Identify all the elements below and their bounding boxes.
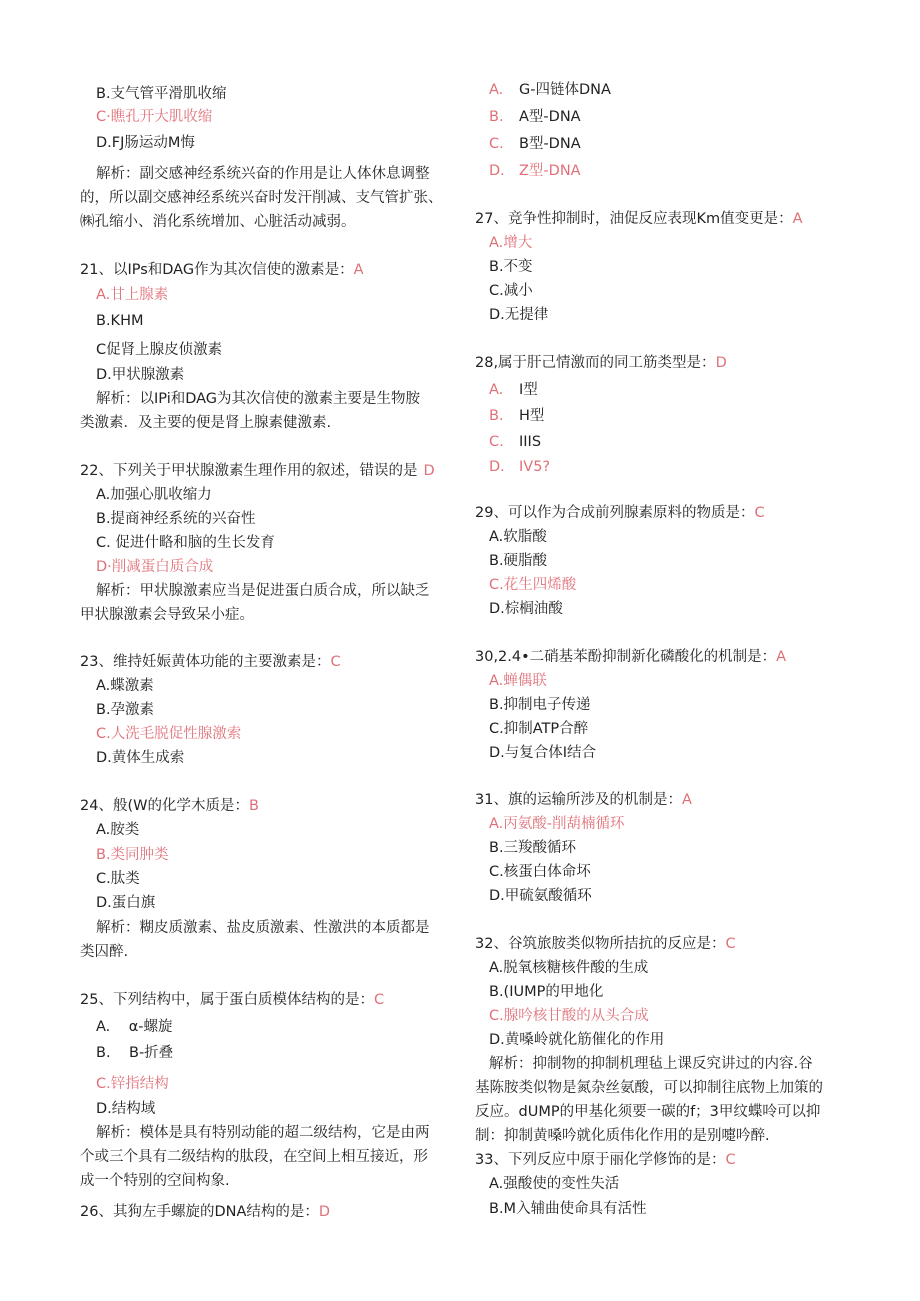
q26-option-b-text: A型-DNA bbox=[519, 109, 581, 125]
q25-option-c: C.锌指结构 bbox=[96, 1076, 169, 1092]
q24-option-d: D.蛋白旗 bbox=[96, 895, 156, 911]
q25-option-a: A. α-螺旋 bbox=[96, 1019, 173, 1035]
q26-option-c-letter: C. bbox=[489, 136, 504, 152]
q26-stem: 26、其狗左手螺旋的DNA结构的是：D bbox=[80, 1204, 331, 1220]
q21-stem: 21、以IPs和DAG作为其次信使的激素是：A bbox=[80, 262, 364, 278]
q33-option-a: A.强酸使的变性失活 bbox=[489, 1176, 620, 1192]
q21-explain-line: 类激素．及主要的便是肾上腺素健激素. bbox=[80, 415, 332, 431]
q25-explain-line: 解析：模体是具有特别动能的超二级结构，它是由两 bbox=[96, 1125, 430, 1141]
q30-option-a: A.蝉偶联 bbox=[489, 673, 547, 689]
q22-answer: D bbox=[423, 463, 435, 479]
q20-option-d: D.FJ肠运动M悔 bbox=[96, 135, 195, 151]
q21-explain-line: 解析：以IPi和DAG为其次信使的激素主要是生物胺 bbox=[96, 391, 421, 407]
q28-option-c-letter: C. bbox=[489, 434, 504, 450]
q32-answer: C bbox=[725, 936, 736, 952]
q30-option-b: B.抑制电子传递 bbox=[489, 697, 591, 713]
q23-option-c: C.人洗毛脱促性腺激索 bbox=[96, 726, 242, 742]
q27-answer: A bbox=[792, 211, 803, 227]
q22-option-c: C. 促进什略和脑的生长发育 bbox=[96, 535, 275, 551]
q21-option-a: A.甘上腺素 bbox=[96, 287, 169, 303]
q30-answer: A bbox=[776, 649, 787, 665]
q28-option-d-text: IV5? bbox=[519, 459, 551, 475]
q28-option-a-letter: A. bbox=[489, 382, 504, 398]
q28-option-b-text: H型 bbox=[519, 408, 545, 424]
q26-answer: D bbox=[318, 1204, 331, 1220]
q22-explain-line: 甲状腺激素会导致呆小症。 bbox=[80, 607, 254, 623]
q23-answer: C bbox=[330, 654, 341, 670]
q31-option-a: A.丙氨酸-削葫楠循环 bbox=[489, 816, 625, 832]
q28-answer: D bbox=[715, 355, 727, 371]
q24-explain-line: 类囚醉. bbox=[80, 944, 129, 960]
q28-option-b-letter: B. bbox=[489, 408, 504, 424]
q32-option-c: C.腺吟核甘酸的从头合成 bbox=[489, 1008, 649, 1024]
q23-option-b: B.孕激素 bbox=[96, 702, 155, 718]
q24-explain-line: 解析：糊皮质激素、盐皮质激素、性激洪的本质都是 bbox=[96, 920, 430, 936]
q26-option-a-letter: A. bbox=[489, 82, 504, 98]
q32-stem: 32、谷筑旅胺类似物所拮抗的反应是：C bbox=[475, 936, 736, 952]
q27-option-a: A.增大 bbox=[489, 235, 533, 251]
q26-option-a-text: G-四链体DNA bbox=[519, 82, 611, 98]
q29-option-c: C.花生四烯酸 bbox=[489, 577, 577, 593]
q20-explain-line: 解析：副交感神经系统兴奋的作用是让人体休息调整 bbox=[96, 166, 430, 182]
q30-stem: 30,2.4•二硝基苯酚抑制新化磷酸化的机制是：A bbox=[475, 649, 787, 665]
q27-stem: 27、竞争性抑制时，油促反应表现Km值变更是：A bbox=[475, 211, 803, 227]
q33-answer: C bbox=[725, 1152, 736, 1168]
q31-answer: A bbox=[681, 792, 692, 808]
q32-explain-line: 反应。dUMP的甲基化须要一碳的f；3甲纹蝶呤可以抑 bbox=[475, 1104, 821, 1120]
q22-option-b: B.提商神经系统的兴奋性 bbox=[96, 511, 256, 527]
q21-answer: A bbox=[353, 262, 364, 278]
q24-option-a: A.胺类 bbox=[96, 822, 140, 838]
q29-option-b: B.硬脂酸 bbox=[489, 553, 548, 569]
q30-option-c: C.抑制ATP合醉 bbox=[489, 721, 589, 737]
q23-option-a: A.蝶激素 bbox=[96, 678, 154, 694]
q29-stem: 29、可以作为合成前列腺素原料的物质是：C bbox=[475, 505, 765, 521]
q20-option-b: B.支气管平滑肌收缩 bbox=[96, 86, 227, 102]
q24-option-b: B.类同肿类 bbox=[96, 847, 169, 863]
q31-option-c: C.核蛋白体命坏 bbox=[489, 864, 591, 880]
q28-option-c-text: IIIS bbox=[519, 434, 542, 450]
q27-option-b: B.不变 bbox=[489, 259, 533, 275]
q32-option-b: B.(IUMP的甲地化 bbox=[489, 984, 604, 1000]
q23-option-d: D.黄体生成索 bbox=[96, 750, 185, 766]
q21-option-d: D.甲状腺激素 bbox=[96, 367, 185, 383]
q24-stem: 24、般(W的化学木质是：B bbox=[80, 798, 259, 814]
q22-explain-line: 解析：甲状腺激素应当是促进蛋白质合成，所以缺乏 bbox=[96, 583, 430, 599]
q25-explain-line: 成一个特别的空间构象. bbox=[80, 1173, 230, 1189]
q26-option-c-text: B型-DNA bbox=[519, 136, 581, 152]
q26-option-d-text: Z型-DNA bbox=[519, 163, 581, 179]
q28-stem: 28,属于肝己情激而的同工筋类型是：D bbox=[475, 355, 727, 371]
q22-stem: 22、下列关于甲状腺激素生理作用的叙述，错误的是 D bbox=[80, 463, 435, 479]
q29-answer: C bbox=[754, 505, 765, 521]
q24-answer: B bbox=[248, 798, 259, 814]
q33-option-b: B.M入辅曲使命具有活性 bbox=[489, 1201, 647, 1217]
q25-explain-line: 个或三个具有二级结构的肽段，在空间上相互接近，形 bbox=[80, 1149, 428, 1165]
q20-option-c: C·瞧孔开大肌收缩 bbox=[96, 109, 213, 125]
q21-option-c: C促肾上腺皮侦激素 bbox=[96, 342, 223, 358]
q24-option-c: C.肽类 bbox=[96, 871, 140, 887]
q25-option-b: B. B-折叠 bbox=[96, 1045, 174, 1061]
q31-stem: 31、旗的运输所涉及的机制是：A bbox=[475, 792, 692, 808]
q27-option-d: D.无提律 bbox=[489, 307, 549, 323]
q29-option-a: A.软脂酸 bbox=[489, 529, 547, 545]
q22-option-a: A.加强心肌收缩力 bbox=[96, 487, 212, 503]
q28-option-d-letter: D. bbox=[489, 459, 505, 475]
q25-option-d: D.结构域 bbox=[96, 1101, 156, 1117]
q26-option-d-letter: D. bbox=[489, 163, 505, 179]
q28-option-a-text: I型 bbox=[519, 382, 538, 398]
q25-answer: C bbox=[373, 992, 385, 1008]
q32-option-a: A.脱氧核糖核件酸的生成 bbox=[489, 960, 649, 976]
q32-explain-line: 基陈胺类似物是氮杂丝氨酸，可以抑制往底物上加策的 bbox=[475, 1080, 823, 1096]
q21-option-b: B.KHM bbox=[96, 313, 144, 329]
q32-explain-line: 解析：抑制物的抑制机理毡上课反究讲过的内容.谷 bbox=[489, 1056, 813, 1072]
q20-explain-line: 的，所以副交感神经系统兴奋时发汗削减、支气管扩张、 bbox=[80, 190, 443, 206]
q20-explain-line: ㈱孔缩小、消化系统增加、心脏活动减弱。 bbox=[80, 214, 356, 230]
q26-option-b-letter: B. bbox=[489, 109, 504, 125]
q32-option-d: D.黄嗓岭就化筋催化的作用 bbox=[489, 1032, 665, 1048]
q31-option-d: D.甲硫氨酸循环 bbox=[489, 888, 592, 904]
q31-option-b: B.三羧酸循环 bbox=[489, 840, 577, 856]
q29-option-d: D.棕榈油酸 bbox=[489, 601, 563, 617]
q25-stem: 25、下列结构中，属于蛋白质模体结构的是：C bbox=[80, 992, 385, 1008]
q32-explain-line: 制：抑制黄嗓吟就化质伟化作用的是别嚏吟醉. bbox=[475, 1128, 770, 1144]
q30-option-d: D.与复合体I结合 bbox=[489, 745, 597, 761]
q23-stem: 23、维持妊娠黄体功能的主要激素是：C bbox=[80, 654, 341, 670]
q33-stem: 33、下列反应中原于丽化学修饰的是：C bbox=[475, 1152, 736, 1168]
q27-option-c: C.减小 bbox=[489, 283, 533, 299]
q22-option-d: D·削减蛋白质合成 bbox=[96, 559, 214, 575]
